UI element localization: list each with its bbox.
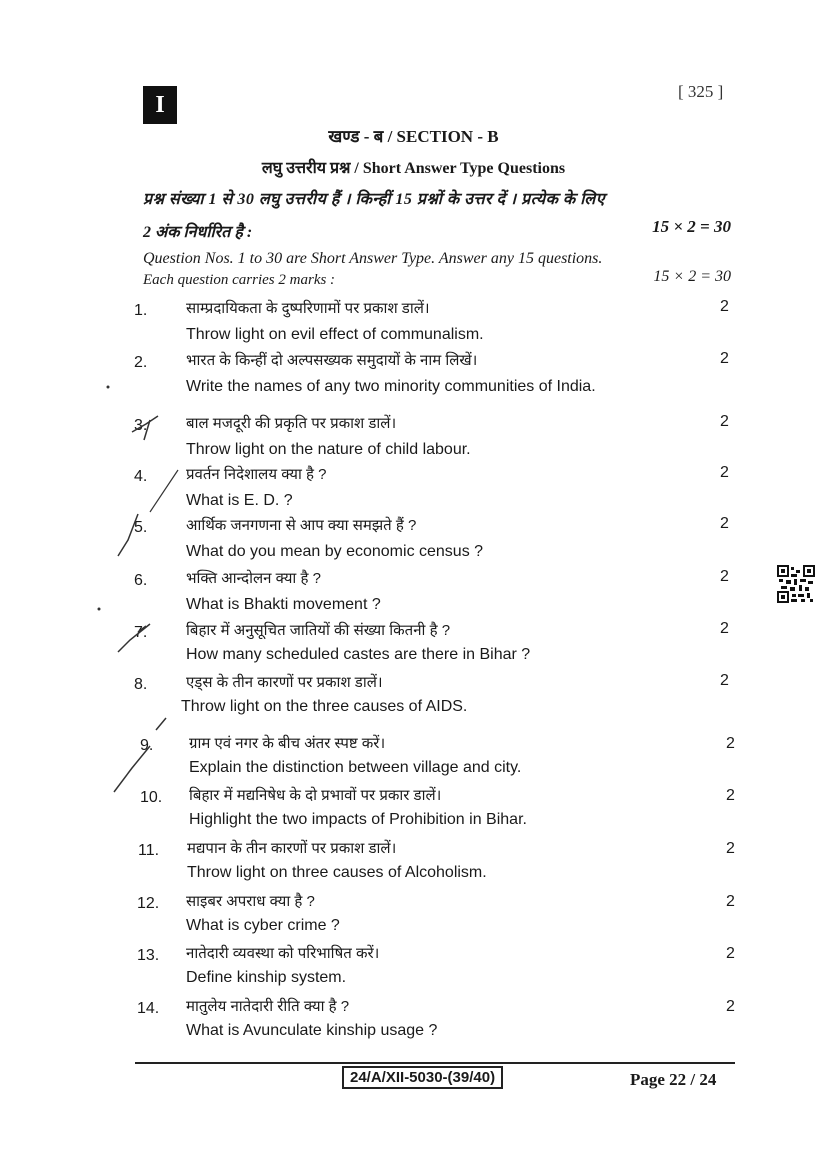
question-hindi: मद्यपान के तीन कारणों पर प्रकाश डालें।: [187, 840, 397, 857]
instruction-hindi-marks: 15 × 2 = 30: [652, 217, 731, 236]
question-english: What is Avunculate kinship usage ?: [186, 1022, 438, 1039]
question-number: 11.: [138, 842, 160, 859]
question-marks: 2: [720, 464, 729, 481]
question-english: What is Bhakti movement ?: [186, 596, 381, 613]
question-marks: 2: [726, 735, 735, 752]
question-hindi: साइबर अपराध क्या है ?: [186, 893, 315, 910]
instruction-hindi-line1: प्रश्न संख्या 1 से 30 लघु उत्तरीय हैं । किन्हीं 15 प्रश्नों के उत्तर दें । प्रत्येक के लिए: [143, 191, 606, 208]
question-hindi: बिहार में मद्यनिषेध के दो प्रभावों पर प्रकार डालें।: [189, 787, 442, 804]
question-number: 12.: [137, 895, 160, 912]
question-english: What is E. D. ?: [186, 492, 293, 509]
question-english: Throw light on the three causes of AIDS.: [181, 698, 468, 715]
question-number: 2.: [134, 354, 148, 371]
question-english: How many scheduled castes are there in Bihar ?: [186, 646, 531, 663]
question-english: Define kinship system.: [186, 969, 347, 986]
question-marks: 2: [720, 672, 729, 689]
question-number: 8.: [134, 676, 148, 693]
instruction-hindi-line2: 2 अंक निर्धारित है :: [143, 224, 253, 241]
question-hindi: बिहार में अनुसूचित जातियों की संख्या कितनी है ?: [186, 622, 451, 639]
qr-code-icon: [777, 565, 815, 603]
paper-code: [ 325 ]: [678, 82, 724, 101]
question-hindi: भारत के किन्हीं दो अल्पसख्यक समुदायों के नाम लिखें।: [186, 352, 478, 369]
question-marks: 2: [720, 298, 729, 315]
question-hindi: ग्राम एवं नगर के बीच अंतर स्पष्ट करें।: [189, 735, 386, 752]
question-english: Throw light on three causes of Alcoholism.: [187, 864, 487, 881]
question-hindi: प्रवर्तन निदेशालय क्या है ?: [186, 466, 327, 483]
footer-page-number: Page 22 / 24: [630, 1070, 717, 1089]
instruction-english-marks: 15 × 2 = 30: [653, 268, 731, 285]
question-english: Throw light on the nature of child labour.: [186, 441, 471, 458]
section-subtitle: लघु उत्तरीय प्रश्न / Short Answer Type Questions: [261, 160, 566, 177]
question-marks: 2: [720, 350, 729, 367]
question-number: 1.: [134, 302, 148, 319]
question-english: Write the names of any two minority communities of India.: [186, 378, 596, 395]
footer-paper-code: 24/A/XII-5030-(39/40): [342, 1066, 503, 1089]
question-number: 13.: [137, 947, 160, 964]
question-hindi: बाल मजदूरी की प्रकृति पर प्रकाश डालें।: [186, 415, 397, 432]
set-badge: I: [143, 86, 177, 124]
question-number: 14.: [137, 1000, 160, 1017]
question-hindi: नातेदारी व्यवस्था को परिभाषित करें।: [186, 945, 380, 962]
question-marks: 2: [720, 515, 729, 532]
question-english: Throw light on evil effect of communalism.: [186, 326, 484, 343]
question-hindi: मातुलेय नातेदारी रीति क्या है ?: [186, 998, 350, 1015]
question-english: What is cyber crime ?: [186, 917, 340, 934]
question-number: 7.: [134, 624, 148, 641]
question-number: 10.: [140, 789, 163, 806]
question-marks: 2: [726, 945, 735, 962]
question-number: 4.: [134, 468, 148, 485]
question-hindi: साम्प्रदायिकता के दुष्परिणामों पर प्रकाश डालें।: [186, 300, 430, 317]
question-marks: 2: [726, 840, 735, 857]
instruction-english-line2: Each question carries 2 marks :: [143, 272, 336, 288]
question-number: 3.: [134, 417, 148, 434]
question-english: Highlight the two impacts of Prohibition in Bihar.: [189, 811, 527, 828]
question-marks: 2: [726, 998, 735, 1015]
question-hindi: एड्स के तीन कारणों पर प्रकाश डालें।: [186, 674, 383, 691]
question-marks: 2: [720, 413, 729, 430]
question-hindi: आर्थिक जनगणना से आप क्या समझते हैं ?: [186, 517, 417, 534]
question-english: What do you mean by economic census ?: [186, 543, 484, 560]
question-english: Explain the distinction between village and city.: [189, 759, 522, 776]
question-number: 6.: [134, 572, 148, 589]
section-title: खण्ड - ब / SECTION - B: [328, 127, 499, 146]
instruction-english-line1: Question Nos. 1 to 30 are Short Answer Type. Answer any 15 questions.: [143, 250, 603, 267]
question-number: 5.: [134, 519, 148, 536]
question-hindi: भक्ति आन्दोलन क्या है ?: [186, 570, 321, 587]
question-marks: 2: [726, 787, 735, 804]
question-marks: 2: [720, 620, 729, 637]
footer-rule: [135, 1062, 735, 1064]
question-marks: 2: [720, 568, 729, 585]
question-number: 9.: [140, 737, 154, 754]
question-marks: 2: [726, 893, 735, 910]
